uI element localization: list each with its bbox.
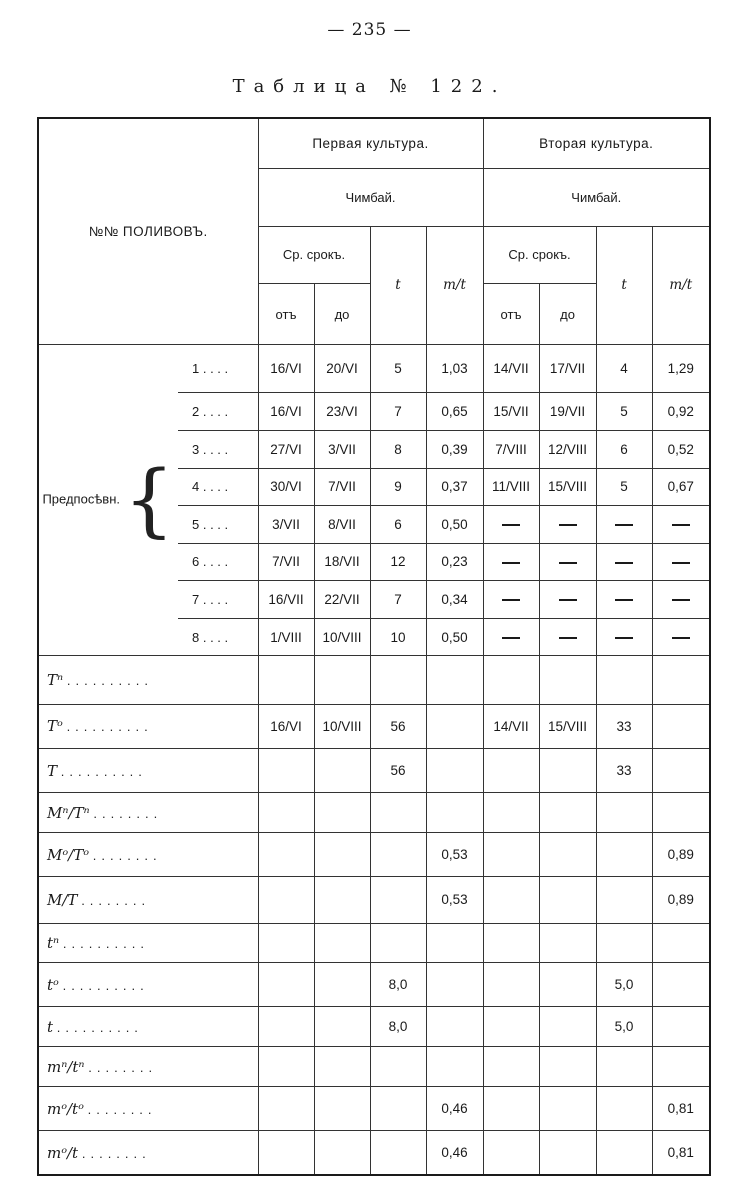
culture1-cell: 6	[370, 506, 426, 544]
culture2-cell	[539, 749, 596, 793]
culture1-cell	[258, 1131, 314, 1175]
dash-mark	[672, 599, 690, 601]
to1-header: до	[314, 284, 370, 345]
watering-number: 4 . . . .	[178, 468, 258, 506]
summary-row	[38, 1007, 710, 1047]
culture2-cell	[483, 923, 539, 963]
culture2-cell: 15/VIII	[539, 468, 596, 506]
culture1-cell	[370, 1131, 426, 1175]
culture2-cell	[596, 618, 652, 656]
culture2-cell	[596, 506, 652, 544]
summary-label: T ..........	[38, 749, 258, 793]
culture2-cell	[539, 793, 596, 833]
culture2-cell	[483, 1086, 539, 1130]
culture2-cell	[596, 1086, 652, 1130]
culture2-cell: 6	[596, 431, 652, 469]
culture2-cell: 0,52	[652, 431, 710, 469]
dash-mark	[502, 599, 520, 601]
summary-row	[38, 793, 710, 833]
dash-mark	[672, 524, 690, 526]
dash-mark	[559, 562, 577, 564]
summary-label: Tᵒ ..........	[38, 704, 258, 748]
culture1-cell	[426, 749, 483, 793]
culture2-cell	[539, 1086, 596, 1130]
culture1-cell: 0,39	[426, 431, 483, 469]
brace-icon: {	[123, 453, 175, 547]
culture2-cell	[539, 1047, 596, 1087]
culture1-cell	[370, 656, 426, 705]
culture2-cell	[483, 749, 539, 793]
culture1-cell: 16/VI	[258, 393, 314, 431]
culture1-cell	[258, 1047, 314, 1087]
culture1-cell: 56	[370, 749, 426, 793]
culture1-cell: 8/VII	[314, 506, 370, 544]
t1-header: t	[370, 226, 426, 344]
culture2-cell: 1,29	[652, 344, 710, 393]
summary-row	[38, 749, 710, 793]
summary-label: mᵒ/tᵒ ........	[38, 1086, 258, 1130]
culture1-cell: 7/VII	[258, 543, 314, 581]
culture2-cell: 14/VII	[483, 704, 539, 748]
culture2-cell	[652, 506, 710, 544]
group-label: Предпосѣвн. {	[38, 344, 178, 655]
culture1-cell	[426, 793, 483, 833]
culture1-cell	[370, 1086, 426, 1130]
culture2-cell: 5	[596, 468, 652, 506]
culture2-cell	[539, 963, 596, 1007]
dash-mark	[559, 599, 577, 601]
culture2-cell: 19/VII	[539, 393, 596, 431]
culture2-cell	[483, 506, 539, 544]
summary-label: Mⁿ/Tⁿ ........	[38, 793, 258, 833]
watering-number: 8 . . . .	[178, 618, 258, 656]
culture1-cell: 3/VII	[314, 431, 370, 469]
variety2-header: Чимбай.	[483, 169, 710, 226]
culture1-cell: 16/VI	[258, 344, 314, 393]
summary-row	[38, 923, 710, 963]
culture2-header: Вторая культура.	[483, 118, 710, 169]
culture1-cell	[258, 656, 314, 705]
culture2-cell: 33	[596, 749, 652, 793]
to2-header: до	[539, 284, 596, 345]
culture2-cell	[483, 581, 539, 619]
culture2-cell	[483, 656, 539, 705]
culture2-cell: 0,81	[652, 1086, 710, 1130]
culture2-cell	[596, 877, 652, 923]
summary-row	[38, 656, 710, 705]
culture2-cell	[483, 877, 539, 923]
summary-row	[38, 704, 710, 748]
row-label-header: №№ ПОЛИВОВЪ.	[38, 118, 258, 344]
summary-label: mⁿ/tⁿ ........	[38, 1047, 258, 1087]
culture2-cell	[483, 543, 539, 581]
dash-mark	[672, 562, 690, 564]
culture2-cell: 15/VII	[483, 393, 539, 431]
culture1-cell	[258, 832, 314, 876]
dash-mark	[615, 524, 633, 526]
culture1-cell: 27/VI	[258, 431, 314, 469]
summary-label: mᵒ/t ........	[38, 1131, 258, 1175]
summary-label: tⁿ ..........	[38, 923, 258, 963]
culture2-cell	[652, 749, 710, 793]
culture2-cell	[652, 704, 710, 748]
culture1-cell	[370, 923, 426, 963]
culture1-cell: 1,03	[426, 344, 483, 393]
culture1-cell: 12	[370, 543, 426, 581]
culture1-cell	[426, 923, 483, 963]
culture1-cell: 23/VI	[314, 393, 370, 431]
culture2-cell	[483, 1131, 539, 1175]
culture1-cell	[258, 1007, 314, 1047]
culture2-cell	[652, 963, 710, 1007]
culture1-cell	[314, 793, 370, 833]
culture1-cell: 22/VII	[314, 581, 370, 619]
dash-mark	[672, 637, 690, 639]
culture1-cell: 0,65	[426, 393, 483, 431]
culture1-cell: 0,46	[426, 1131, 483, 1175]
culture1-cell: 16/VI	[258, 704, 314, 748]
culture2-cell	[483, 793, 539, 833]
culture1-cell: 8,0	[370, 1007, 426, 1047]
culture1-cell: 5	[370, 344, 426, 393]
watering-number: 5 . . . .	[178, 506, 258, 544]
culture2-cell	[652, 581, 710, 619]
culture1-cell: 7/VII	[314, 468, 370, 506]
culture2-cell	[539, 581, 596, 619]
culture2-cell: 0,67	[652, 468, 710, 506]
culture1-cell: 0,34	[426, 581, 483, 619]
from2-header: отъ	[483, 284, 539, 345]
watering-row	[38, 344, 710, 393]
culture1-cell	[258, 963, 314, 1007]
culture2-cell	[652, 543, 710, 581]
table-title: Таблица № 122.	[232, 76, 507, 97]
culture1-cell	[314, 1047, 370, 1087]
watering-number: 3 . . . .	[178, 431, 258, 469]
culture1-cell: 9	[370, 468, 426, 506]
period1-header: Ср. срокъ.	[258, 226, 370, 283]
dash-mark	[502, 637, 520, 639]
culture2-cell	[483, 832, 539, 876]
culture2-cell	[596, 581, 652, 619]
dash-mark	[559, 524, 577, 526]
culture1-cell: 20/VI	[314, 344, 370, 393]
culture1-cell	[314, 877, 370, 923]
culture1-cell	[258, 877, 314, 923]
period2-header: Ср. срокъ.	[483, 226, 596, 283]
culture2-cell	[539, 543, 596, 581]
culture2-cell	[539, 877, 596, 923]
culture1-cell: 0,50	[426, 618, 483, 656]
culture1-cell	[370, 1047, 426, 1087]
watering-number: 1 . . . .	[178, 344, 258, 393]
dash-mark	[615, 562, 633, 564]
culture2-cell	[596, 832, 652, 876]
summary-label: tᵒ ..........	[38, 963, 258, 1007]
culture1-cell: 0,53	[426, 832, 483, 876]
dash-mark	[502, 524, 520, 526]
culture1-cell: 10	[370, 618, 426, 656]
summary-label: Mᵒ/Tᵒ ........	[38, 832, 258, 876]
culture1-cell	[426, 1007, 483, 1047]
dash-mark	[559, 637, 577, 639]
culture1-cell: 7	[370, 581, 426, 619]
summary-row	[38, 1047, 710, 1087]
culture1-cell: 0,50	[426, 506, 483, 544]
culture2-cell: 7/VIII	[483, 431, 539, 469]
culture2-cell	[483, 1047, 539, 1087]
culture2-cell	[539, 1131, 596, 1175]
culture2-cell	[539, 656, 596, 705]
culture1-cell	[314, 963, 370, 1007]
culture2-cell	[539, 506, 596, 544]
culture1-cell	[370, 832, 426, 876]
culture2-cell	[483, 963, 539, 1007]
dash-mark	[615, 637, 633, 639]
culture2-cell	[539, 618, 596, 656]
culture1-cell	[258, 749, 314, 793]
culture1-cell	[258, 923, 314, 963]
culture2-cell: 0,89	[652, 832, 710, 876]
summary-row	[38, 963, 710, 1007]
culture2-cell	[596, 923, 652, 963]
culture2-cell	[596, 656, 652, 705]
culture1-cell	[314, 749, 370, 793]
culture1-cell: 0,46	[426, 1086, 483, 1130]
culture1-cell: 8	[370, 431, 426, 469]
culture2-cell	[652, 793, 710, 833]
culture2-cell	[652, 923, 710, 963]
culture2-cell: 0,89	[652, 877, 710, 923]
culture2-cell	[652, 1007, 710, 1047]
culture1-cell	[258, 1086, 314, 1130]
culture1-cell: 1/VIII	[258, 618, 314, 656]
culture2-cell	[596, 1131, 652, 1175]
culture1-cell: 56	[370, 704, 426, 748]
culture2-cell: 5	[596, 393, 652, 431]
culture1-cell: 10/VIII	[314, 618, 370, 656]
culture2-cell	[483, 618, 539, 656]
culture1-cell	[426, 963, 483, 1007]
culture1-cell: 0,37	[426, 468, 483, 506]
culture2-cell	[596, 793, 652, 833]
culture1-cell: 16/VII	[258, 581, 314, 619]
culture1-cell: 7	[370, 393, 426, 431]
summary-label: Tⁿ ..........	[38, 656, 258, 705]
culture1-cell	[314, 656, 370, 705]
culture2-cell	[652, 618, 710, 656]
culture1-cell	[314, 1086, 370, 1130]
summary-row	[38, 877, 710, 923]
watering-table	[37, 117, 711, 1176]
summary-label: M/T ........	[38, 877, 258, 923]
culture2-cell: 4	[596, 344, 652, 393]
culture2-cell: 14/VII	[483, 344, 539, 393]
culture1-cell	[314, 1007, 370, 1047]
summary-row	[38, 1131, 710, 1175]
culture1-cell	[370, 877, 426, 923]
culture2-cell	[539, 832, 596, 876]
culture2-cell	[596, 1047, 652, 1087]
variety1-header: Чимбай.	[258, 169, 483, 226]
culture2-cell: 0,81	[652, 1131, 710, 1175]
culture2-cell: 33	[596, 704, 652, 748]
culture1-cell	[314, 923, 370, 963]
culture1-cell	[314, 832, 370, 876]
culture1-cell: 10/VIII	[314, 704, 370, 748]
culture2-cell	[483, 1007, 539, 1047]
culture1-cell	[426, 1047, 483, 1087]
culture1-cell: 0,23	[426, 543, 483, 581]
from1-header: отъ	[258, 284, 314, 345]
culture2-cell	[652, 1047, 710, 1087]
culture2-cell: 17/VII	[539, 344, 596, 393]
culture1-cell	[426, 704, 483, 748]
culture2-cell	[596, 543, 652, 581]
mt1-header: m/t	[426, 226, 483, 344]
summary-row	[38, 1086, 710, 1130]
culture1-cell	[314, 1131, 370, 1175]
culture1-cell: 30/VI	[258, 468, 314, 506]
culture2-cell: 5,0	[596, 963, 652, 1007]
culture2-cell: 11/VIII	[483, 468, 539, 506]
culture2-cell: 15/VIII	[539, 704, 596, 748]
watering-number: 6 . . . .	[178, 543, 258, 581]
summary-label: t ..........	[38, 1007, 258, 1047]
culture1-cell	[370, 793, 426, 833]
culture1-cell: 3/VII	[258, 506, 314, 544]
watering-number: 2 . . . .	[178, 393, 258, 431]
culture1-cell: 18/VII	[314, 543, 370, 581]
culture2-cell: 5,0	[596, 1007, 652, 1047]
culture2-cell: 12/VIII	[539, 431, 596, 469]
culture1-cell	[258, 793, 314, 833]
t2-header: t	[596, 226, 652, 344]
summary-row	[38, 832, 710, 876]
culture1-header: Первая культура.	[258, 118, 483, 169]
culture1-cell: 8,0	[370, 963, 426, 1007]
culture2-cell	[539, 1007, 596, 1047]
culture2-cell	[652, 656, 710, 705]
dash-mark	[615, 599, 633, 601]
culture2-cell: 0,92	[652, 393, 710, 431]
culture1-cell: 0,53	[426, 877, 483, 923]
watering-number: 7 . . . .	[178, 581, 258, 619]
page-number: — 235 —	[327, 20, 412, 40]
dash-mark	[502, 562, 520, 564]
mt2-header: m/t	[652, 226, 710, 344]
culture1-cell	[426, 656, 483, 705]
culture2-cell	[539, 923, 596, 963]
